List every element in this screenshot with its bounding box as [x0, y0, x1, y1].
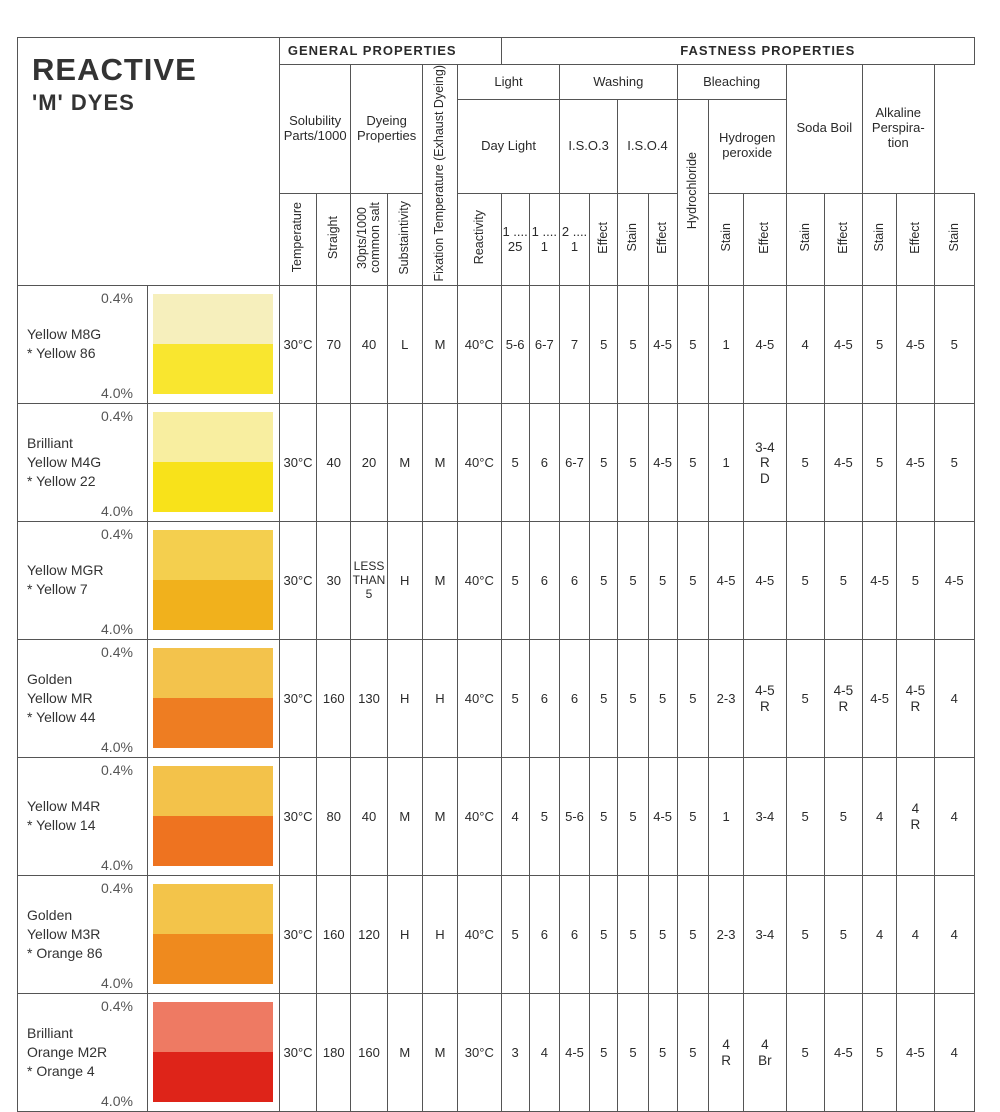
table-row	[18, 640, 975, 758]
header-iso4-stain: Stain	[708, 193, 743, 286]
header-washing: Washing	[559, 65, 677, 100]
pct-high-label: 4.0%	[101, 621, 133, 638]
cell-soda-stain: 4-5	[863, 640, 897, 758]
cell-light-2-1: 4-5	[559, 994, 589, 1112]
cell-substantivity: L	[387, 286, 422, 404]
table-title	[18, 38, 280, 286]
cell-temperature: 30°C	[279, 286, 316, 404]
header-alkaline-stain: Stain	[934, 193, 974, 286]
cell-light-1-1: 6	[529, 522, 559, 640]
swatch-4-0-percent	[153, 580, 273, 630]
pct-low-label: 0.4%	[101, 408, 133, 425]
cell-hydrochloride: 4 R	[708, 994, 743, 1112]
cell-common-salt: 130	[351, 640, 387, 758]
cell-peroxide-stain: 5	[786, 994, 824, 1112]
cell-soda-effect: 5	[824, 758, 862, 876]
cell-light-1-1: 4	[529, 994, 559, 1112]
cell-iso4-stain: 5	[677, 640, 708, 758]
cell-straight: 160	[317, 876, 351, 994]
cell-iso4-effect: 5	[648, 640, 677, 758]
cell-temperature: 30°C	[279, 522, 316, 640]
pct-low-label: 0.4%	[101, 880, 133, 897]
cell-iso3-effect: 5	[590, 758, 618, 876]
dye-name-cell	[18, 522, 148, 640]
cell-peroxide-stain: 5	[786, 522, 824, 640]
cell-soda-stain: 5	[863, 994, 897, 1112]
pct-high-label: 4.0%	[101, 1093, 133, 1110]
group-general-properties: GENERAL PROPERTIES	[279, 38, 501, 65]
cell-straight: 40	[317, 404, 351, 522]
cell-iso3-stain: 5	[618, 404, 648, 522]
swatch-4-0-percent	[153, 344, 273, 394]
header-ratio-2-1: 2 .... 1	[559, 193, 589, 286]
cell-light-2-1: 6	[559, 640, 589, 758]
cell-common-salt: 20	[351, 404, 387, 522]
cell-straight: 80	[317, 758, 351, 876]
header-dyeing-properties: Dyeing Properties	[351, 65, 423, 194]
dye-name-cell	[18, 286, 148, 404]
cell-alkaline-stain: 4	[934, 640, 974, 758]
pct-low-label: 0.4%	[101, 762, 133, 779]
cell-iso3-stain: 5	[618, 876, 648, 994]
cell-light-1-1: 6-7	[529, 286, 559, 404]
dye-name: Yellow MGR * Yellow 7	[27, 562, 104, 598]
cell-fixation: 40°C	[458, 876, 501, 994]
header-soda-boil: Soda Boil	[786, 65, 863, 194]
dye-name: Golden Yellow MR * Yellow 44	[27, 670, 96, 725]
cell-fixation: 40°C	[458, 522, 501, 640]
pct-low-label: 0.4%	[101, 998, 133, 1015]
cell-light-1-25: 5-6	[501, 286, 529, 404]
cell-light-2-1: 6	[559, 876, 589, 994]
cell-iso4-stain: 5	[677, 994, 708, 1112]
cell-temperature: 30°C	[279, 640, 316, 758]
cell-peroxide-effect: 3-4	[744, 758, 786, 876]
cell-hydrochloride: 2-3	[708, 640, 743, 758]
dye-name-cell	[18, 758, 148, 876]
cell-hydrochloride: 4-5	[708, 522, 743, 640]
swatch-0-4-percent	[153, 766, 273, 816]
cell-light-1-1: 6	[529, 876, 559, 994]
cell-light-1-1: 5	[529, 758, 559, 876]
cell-light-2-1: 5-6	[559, 758, 589, 876]
cell-temperature: 30°C	[279, 876, 316, 994]
header-straight: Straight	[317, 193, 351, 286]
dye-properties-table	[17, 37, 975, 1112]
cell-peroxide-stain: 5	[786, 640, 824, 758]
table-row	[18, 994, 975, 1112]
pct-high-label: 4.0%	[101, 975, 133, 992]
cell-light-1-1: 6	[529, 404, 559, 522]
cell-light-1-25: 5	[501, 404, 529, 522]
cell-iso4-effect: 5	[648, 994, 677, 1112]
cell-peroxide-effect: 4-5 R	[744, 640, 786, 758]
swatch-0-4-percent	[153, 530, 273, 580]
header-alkaline-effect: Effect	[897, 193, 934, 286]
cell-reactivity: M	[422, 286, 457, 404]
header-alkaline-perspiration: Alkaline Perspira-tion	[863, 65, 935, 194]
header-soda-effect: Effect	[824, 193, 862, 286]
pct-high-label: 4.0%	[101, 503, 133, 520]
header-peroxide-stain: Stain	[786, 193, 824, 286]
cell-soda-stain: 4	[863, 758, 897, 876]
cell-straight: 70	[317, 286, 351, 404]
cell-peroxide-stain: 5	[786, 404, 824, 522]
header-iso3-effect: Effect	[590, 193, 618, 286]
cell-substantivity: H	[387, 640, 422, 758]
cell-common-salt: 120	[351, 876, 387, 994]
dye-name: Yellow M8G * Yellow 86	[27, 326, 102, 362]
header-iso3-stain: Stain	[618, 193, 648, 286]
pct-high-label: 4.0%	[101, 739, 133, 756]
cell-iso3-stain: 5	[618, 286, 648, 404]
cell-iso4-effect: 4-5	[648, 404, 677, 522]
cell-alkaline-effect: 5	[897, 522, 934, 640]
swatch-0-4-percent	[153, 884, 273, 934]
dye-name: Brilliant Orange M2R * Orange 4	[27, 1024, 108, 1079]
color-swatch-cell	[147, 286, 279, 404]
cell-peroxide-effect: 4-5	[744, 286, 786, 404]
table-row	[18, 522, 975, 640]
cell-fixation: 30°C	[458, 994, 501, 1112]
header-iso3: I.S.O.3	[559, 100, 617, 194]
cell-alkaline-stain: 5	[934, 286, 974, 404]
cell-iso3-effect: 5	[590, 404, 618, 522]
cell-iso3-effect: 5	[590, 876, 618, 994]
cell-iso4-effect: 5	[648, 876, 677, 994]
cell-reactivity: M	[422, 994, 457, 1112]
color-swatch-cell	[147, 404, 279, 522]
cell-temperature: 30°C	[279, 994, 316, 1112]
cell-iso3-stain: 5	[618, 994, 648, 1112]
cell-substantivity: H	[387, 522, 422, 640]
header-temperature: Temperature	[279, 193, 316, 286]
cell-hydrochloride: 1	[708, 758, 743, 876]
title-reactive: REACTIVE	[32, 52, 197, 87]
cell-alkaline-effect: 4-5	[897, 286, 934, 404]
cell-straight: 160	[317, 640, 351, 758]
color-swatch-cell	[147, 640, 279, 758]
header-bleaching: Bleaching	[677, 65, 786, 100]
cell-fixation: 40°C	[458, 286, 501, 404]
cell-soda-effect: 4-5	[824, 404, 862, 522]
title-m-dyes: 'M' DYES	[32, 89, 135, 115]
cell-alkaline-stain: 4	[934, 758, 974, 876]
cell-light-1-25: 5	[501, 876, 529, 994]
dye-name-cell	[18, 640, 148, 758]
cell-light-1-25: 4	[501, 758, 529, 876]
header-hydrogen-peroxide: Hydrogen peroxide	[708, 100, 786, 194]
header-ratio-1-25: 1 .... 25	[501, 193, 529, 286]
cell-hydrochloride: 2-3	[708, 876, 743, 994]
cell-straight: 30	[317, 522, 351, 640]
cell-alkaline-effect: 4-5	[897, 994, 934, 1112]
cell-reactivity: M	[422, 758, 457, 876]
swatch-0-4-percent	[153, 648, 273, 698]
cell-substantivity: M	[387, 758, 422, 876]
table-row	[18, 758, 975, 876]
cell-peroxide-stain: 5	[786, 876, 824, 994]
cell-iso3-stain: 5	[618, 522, 648, 640]
swatch-0-4-percent	[153, 294, 273, 344]
cell-iso3-effect: 5	[590, 994, 618, 1112]
cell-substantivity: M	[387, 994, 422, 1112]
cell-reactivity: M	[422, 522, 457, 640]
cell-peroxide-effect: 4-5	[744, 522, 786, 640]
table-row	[18, 404, 975, 522]
group-fastness-properties: FASTNESS PROPERTIES	[501, 38, 974, 65]
cell-light-1-25: 5	[501, 522, 529, 640]
cell-common-salt: 40	[351, 758, 387, 876]
swatch-4-0-percent	[153, 1052, 273, 1102]
cell-alkaline-stain: 5	[934, 404, 974, 522]
header-common-salt: 30pts/1000 common salt	[351, 193, 387, 286]
cell-iso4-stain: 5	[677, 876, 708, 994]
cell-fixation: 40°C	[458, 758, 501, 876]
cell-iso3-stain: 5	[618, 640, 648, 758]
cell-soda-stain: 5	[863, 404, 897, 522]
dye-name-cell	[18, 404, 148, 522]
cell-temperature: 30°C	[279, 758, 316, 876]
header-ratio-1-1: 1 .... 1	[529, 193, 559, 286]
cell-soda-stain: 4	[863, 876, 897, 994]
cell-soda-effect: 4-5	[824, 994, 862, 1112]
cell-temperature: 30°C	[279, 404, 316, 522]
header-iso4: I.S.O.4	[618, 100, 677, 194]
cell-peroxide-stain: 4	[786, 286, 824, 404]
cell-alkaline-effect: 4 R	[897, 758, 934, 876]
cell-soda-effect: 5	[824, 522, 862, 640]
cell-peroxide-effect: 3-4	[744, 876, 786, 994]
cell-soda-effect: 5	[824, 876, 862, 994]
table-row	[18, 286, 975, 404]
dye-rows	[18, 286, 975, 1112]
table-row	[18, 876, 975, 994]
color-swatch-cell	[147, 876, 279, 994]
cell-common-salt: 40	[351, 286, 387, 404]
dye-name: Yellow M4R * Yellow 14	[27, 798, 101, 834]
cell-peroxide-effect: 3-4 R D	[744, 404, 786, 522]
header-iso4-effect: Effect	[648, 193, 677, 286]
cell-reactivity: H	[422, 640, 457, 758]
cell-iso3-effect: 5	[590, 640, 618, 758]
cell-light-1-25: 3	[501, 994, 529, 1112]
cell-light-1-1: 6	[529, 640, 559, 758]
pct-low-label: 0.4%	[101, 290, 133, 307]
cell-substantivity: M	[387, 404, 422, 522]
cell-peroxide-stain: 5	[786, 758, 824, 876]
cell-reactivity: M	[422, 404, 457, 522]
header-peroxide-effect: Effect	[744, 193, 786, 286]
dye-name: Golden Yellow M3R * Orange 86	[27, 906, 103, 961]
cell-iso4-effect: 4-5	[648, 758, 677, 876]
swatch-4-0-percent	[153, 462, 273, 512]
cell-soda-stain: 5	[863, 286, 897, 404]
cell-reactivity: H	[422, 876, 457, 994]
cell-soda-stain: 4-5	[863, 522, 897, 640]
cell-iso3-effect: 5	[590, 286, 618, 404]
cell-light-2-1: 6	[559, 522, 589, 640]
cell-fixation: 40°C	[458, 404, 501, 522]
dye-name: Brilliant Yellow M4G * Yellow 22	[27, 434, 102, 489]
cell-alkaline-stain: 4	[934, 994, 974, 1112]
cell-light-2-1: 7	[559, 286, 589, 404]
cell-common-salt: LESS THAN 5	[351, 522, 387, 640]
header-solubility: Solubility Parts/1000	[279, 65, 351, 194]
cell-iso4-effect: 5	[648, 522, 677, 640]
swatch-4-0-percent	[153, 934, 273, 984]
cell-iso3-stain: 5	[618, 758, 648, 876]
pct-high-label: 4.0%	[101, 857, 133, 874]
swatch-0-4-percent	[153, 1002, 273, 1052]
cell-substantivity: H	[387, 876, 422, 994]
color-swatch-cell	[147, 994, 279, 1112]
dye-name-cell	[18, 876, 148, 994]
cell-hydrochloride: 1	[708, 404, 743, 522]
cell-alkaline-effect: 4-5 R	[897, 640, 934, 758]
header-light: Light	[458, 65, 560, 100]
cell-soda-effect: 4-5 R	[824, 640, 862, 758]
cell-common-salt: 160	[351, 994, 387, 1112]
cell-alkaline-stain: 4-5	[934, 522, 974, 640]
pct-high-label: 4.0%	[101, 385, 133, 402]
cell-peroxide-effect: 4 Br	[744, 994, 786, 1112]
swatch-4-0-percent	[153, 698, 273, 748]
cell-iso4-stain: 5	[677, 404, 708, 522]
cell-alkaline-effect: 4-5	[897, 404, 934, 522]
cell-light-1-25: 5	[501, 640, 529, 758]
cell-soda-effect: 4-5	[824, 286, 862, 404]
cell-alkaline-stain: 4	[934, 876, 974, 994]
cell-hydrochloride: 1	[708, 286, 743, 404]
cell-iso4-effect: 4-5	[648, 286, 677, 404]
swatch-0-4-percent	[153, 412, 273, 462]
cell-light-2-1: 6-7	[559, 404, 589, 522]
header-day-light: Day Light	[458, 100, 560, 194]
dye-name-cell	[18, 994, 148, 1112]
cell-fixation: 40°C	[458, 640, 501, 758]
pct-low-label: 0.4%	[101, 526, 133, 543]
cell-iso4-stain: 5	[677, 286, 708, 404]
swatch-4-0-percent	[153, 816, 273, 866]
header-hydrochloride: Hydrochloride	[677, 100, 708, 286]
header-fixation-temperature: Fixation Temperature (Exhaust Dyeing)	[422, 65, 457, 286]
color-swatch-cell	[147, 522, 279, 640]
cell-iso4-stain: 5	[677, 758, 708, 876]
cell-iso3-effect: 5	[590, 522, 618, 640]
cell-iso4-stain: 5	[677, 522, 708, 640]
pct-low-label: 0.4%	[101, 644, 133, 661]
cell-straight: 180	[317, 994, 351, 1112]
header-substantivity: Substaintivity	[387, 193, 422, 286]
cell-alkaline-effect: 4	[897, 876, 934, 994]
header-soda-stain: Stain	[863, 193, 897, 286]
header-reactivity: Reactivity	[458, 193, 501, 286]
color-swatch-cell	[147, 758, 279, 876]
